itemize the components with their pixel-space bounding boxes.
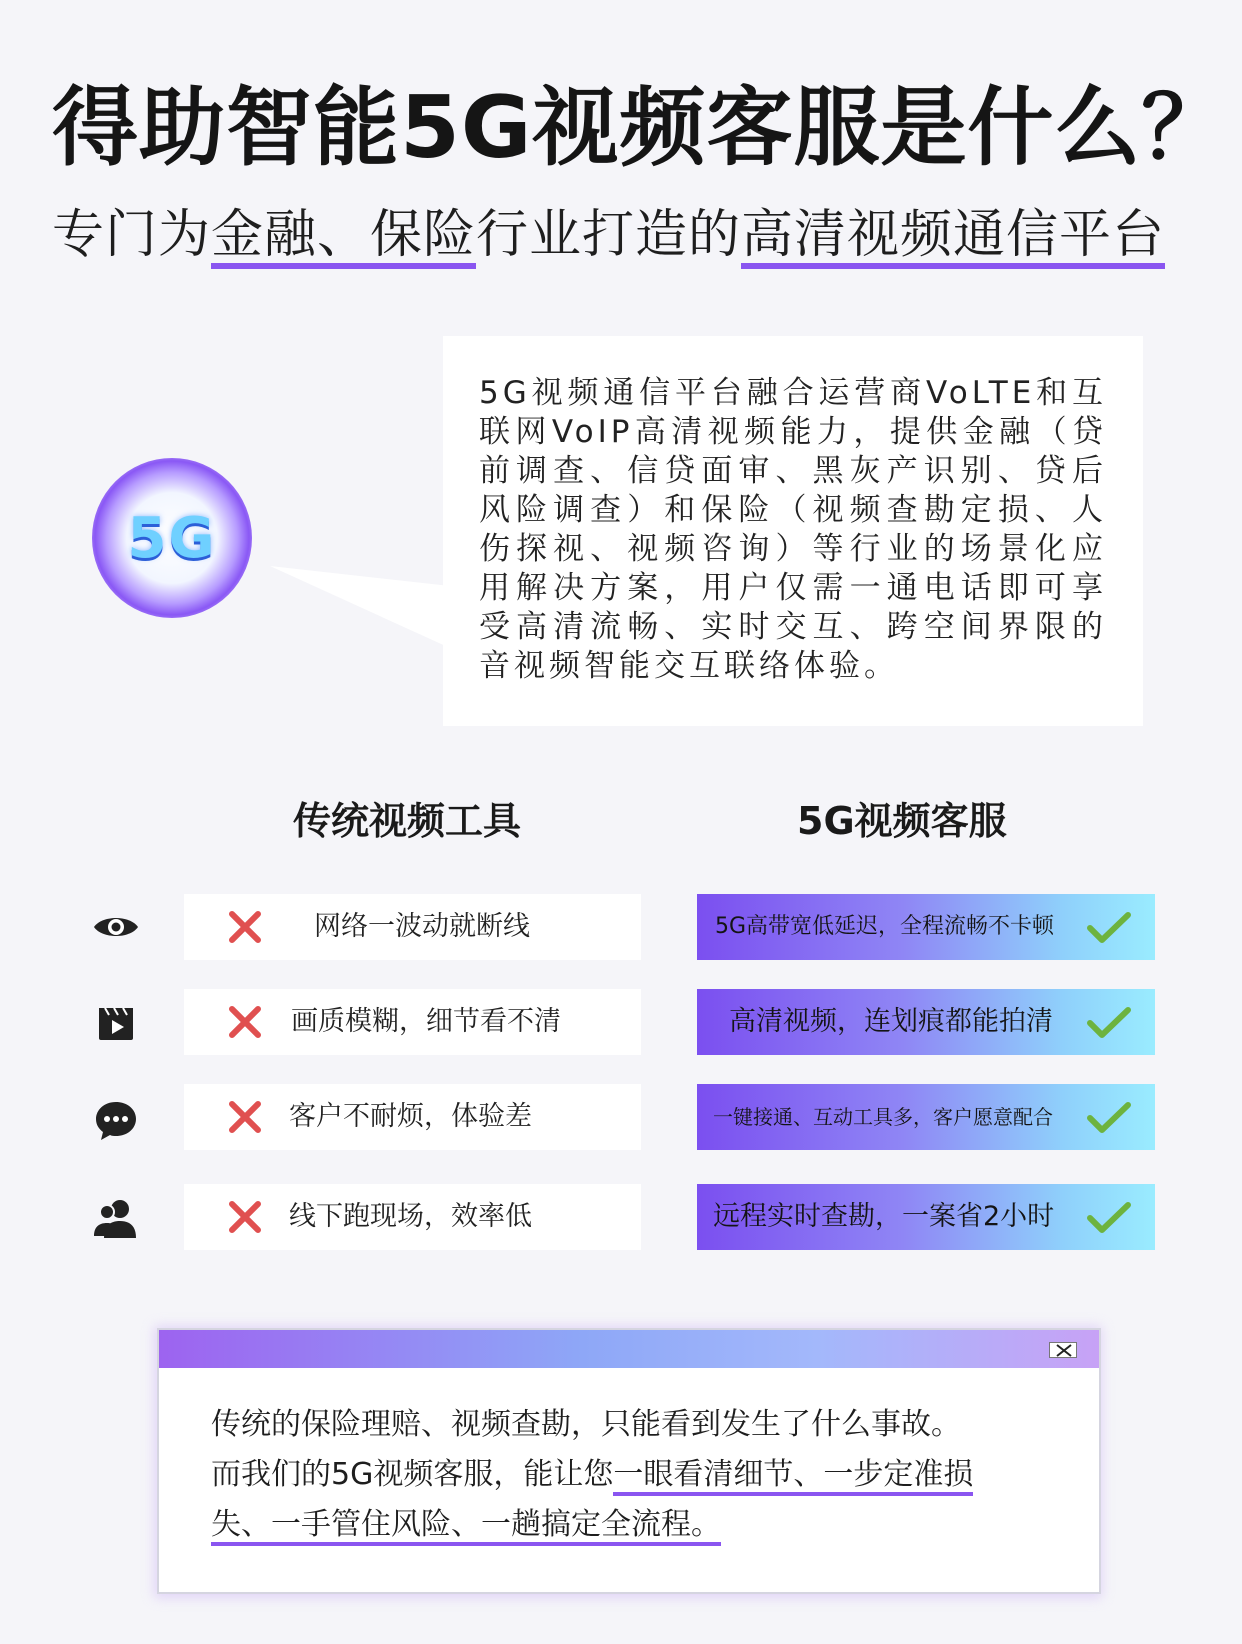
traditional-row-3	[184, 1084, 641, 1150]
summary-line-3	[211, 1500, 1031, 1550]
5g-row-1	[697, 894, 1155, 960]
video-clapper-icon	[92, 1000, 140, 1048]
eye-icon	[92, 903, 140, 951]
5g-row-4	[697, 1184, 1155, 1250]
check-icon	[1087, 1005, 1131, 1041]
traditional-row-2	[184, 989, 641, 1055]
cross-icon	[228, 1100, 262, 1134]
summary-line-2	[211, 1450, 1031, 1500]
traditional-row-2-text: 画质模糊，细节看不清	[291, 1006, 561, 1037]
summary-text	[211, 1400, 1031, 1550]
check-icon	[1087, 910, 1131, 946]
chat-bubble-icon	[92, 1096, 140, 1144]
users-icon	[92, 1194, 140, 1242]
5g-row-2	[697, 989, 1155, 1055]
check-icon	[1087, 1200, 1131, 1236]
speech-bubble-tail	[270, 560, 450, 650]
subtitle-part1: 专门为	[52, 205, 212, 265]
intro-bubble	[443, 336, 1143, 726]
subtitle-part2: 行业打造的	[476, 205, 742, 265]
traditional-row-1-text: 网络一波动就断线	[314, 911, 530, 942]
traditional-row-4-text: 线下跑现场，效率低	[289, 1201, 532, 1232]
intro-text: 5G视频通信平台融合运营商VoLTE和互联网VoIP高清视频能力，提供金融（贷前调查、信贷面审、黑灰产识别、贷后风险调查）和保险（视频查勘定损、人伤探视、视频咨询）等行业的场景化应用解决方案，用户仅需一通电话即可享受高清流畅、实时交互、跨空间界限的音视频智能交互联络体验。	[479, 375, 1107, 684]
5g-row-3-text: 一键接通、互动工具多，客户愿意配合	[713, 1105, 1053, 1129]
summary-line-2-highlight: 一眼看清细节、一步定准损	[613, 1457, 973, 1496]
subtitle-highlight-platform: 高清视频通信平台	[741, 208, 1165, 269]
page-subtitle	[52, 192, 1165, 269]
traditional-row-3-text: 客户不耐烦，体验差	[289, 1101, 532, 1132]
cross-icon	[228, 1005, 262, 1039]
5g-row-1-text: 5G高带宽低延迟，全程流畅不卡顿	[715, 914, 1055, 939]
window-close-button[interactable]	[1049, 1342, 1077, 1358]
summary-line-1: 传统的保险理赔、视频查勘，只能看到发生了什么事故。	[211, 1407, 961, 1442]
close-icon	[1056, 1344, 1072, 1357]
subtitle-highlight-industries: 金融、保险	[211, 208, 476, 269]
5g-row-4-text: 远程实时查勘，一案省2小时	[713, 1201, 1055, 1232]
cross-icon	[228, 910, 262, 944]
traditional-column-title: 传统视频工具	[293, 799, 522, 843]
check-icon	[1087, 1100, 1131, 1136]
summary-window	[157, 1328, 1101, 1594]
cross-icon	[228, 1200, 262, 1234]
page-title: 得助智能5G视频客服是什么？	[52, 78, 1229, 178]
5g-row-2-text: 高清视频，连划痕都能拍清	[729, 1006, 1053, 1037]
window-title-bar	[159, 1330, 1099, 1368]
5g-row-3	[697, 1084, 1155, 1150]
5g-column-title: 5G视频客服	[797, 799, 1007, 843]
summary-line-2-plain: 而我们的5G视频客服，能让您	[211, 1457, 614, 1492]
traditional-row-1	[184, 894, 641, 960]
summary-line-3-highlight: 失、一手管住风险、一趟搞定全流程。	[211, 1507, 721, 1546]
5g-badge-text: 5G	[127, 505, 217, 571]
5g-badge	[92, 458, 252, 618]
traditional-row-4	[184, 1184, 641, 1250]
